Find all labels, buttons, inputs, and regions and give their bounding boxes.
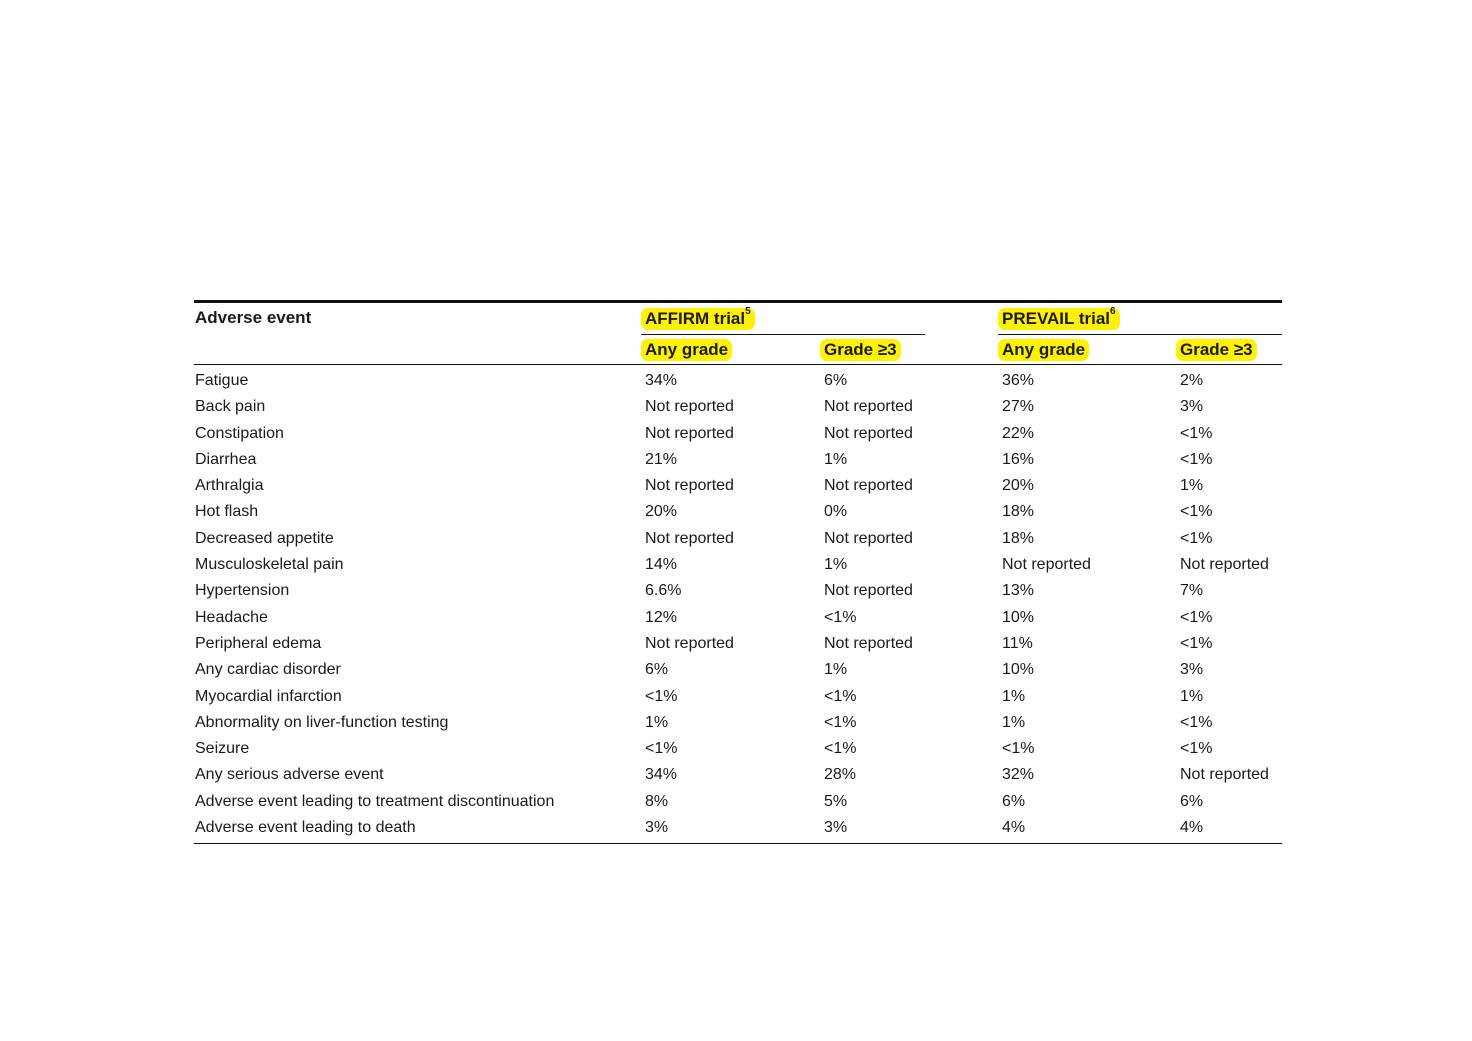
header-affirm-grade-3: Grade ≥3 — [820, 339, 901, 361]
table-cell: <1% — [1180, 424, 1213, 442]
row-label: Abnormality on liver-function testing — [195, 713, 449, 731]
row-label: Fatigue — [195, 372, 249, 389]
table-cell: <1% — [824, 713, 857, 731]
header-affirm-trial — [641, 308, 755, 330]
table-cell: 6% — [824, 372, 848, 389]
table-row — [194, 473, 1282, 499]
table-cell: <1% — [824, 740, 857, 758]
table-cell: 5% — [824, 792, 848, 810]
row-label: Arthralgia — [195, 477, 264, 495]
table-row — [194, 657, 1282, 683]
table-cell: 1% — [645, 713, 669, 731]
table-cell: 4% — [1180, 819, 1204, 837]
affirm-trial-ref: 5 — [745, 306, 751, 317]
table-cell: 12% — [645, 608, 678, 626]
table-cell: <1% — [1180, 529, 1213, 547]
row-label: Adverse event leading to treatment discontinuation — [195, 792, 555, 810]
table-cell: 1% — [824, 556, 848, 574]
table-cell: 0% — [824, 503, 848, 521]
table-cell: <1% — [1180, 713, 1213, 731]
table-header — [194, 303, 1282, 364]
table-cell: 20% — [1002, 477, 1035, 495]
row-label: Seizure — [195, 740, 250, 758]
table-cell: Not reported — [645, 634, 734, 652]
table-row — [194, 499, 1282, 525]
table-cell: 3% — [1180, 661, 1204, 679]
table-row — [194, 684, 1282, 710]
table-cell: <1% — [645, 740, 678, 758]
table-cell: Not reported — [824, 424, 913, 442]
table-cell: 2% — [1180, 372, 1204, 389]
table-cell: Not reported — [824, 634, 913, 652]
table-cell: <1% — [1180, 740, 1213, 758]
table-row — [194, 789, 1282, 815]
table-row — [194, 368, 1282, 394]
table-cell: <1% — [824, 608, 857, 626]
table-row — [194, 552, 1282, 578]
table-cell: Not reported — [824, 529, 913, 547]
table-body — [194, 365, 1282, 843]
row-label: Any cardiac disorder — [195, 661, 341, 679]
table-cell: <1% — [1180, 634, 1213, 652]
table-bottom-rule — [194, 843, 1282, 844]
row-label: Any serious adverse event — [195, 766, 384, 784]
affirm-trial-label: AFFIRM trial — [645, 309, 746, 328]
table-row — [194, 394, 1282, 420]
affirm-group-rule — [641, 334, 925, 335]
row-label: Diarrhea — [195, 450, 257, 468]
row-label: Decreased appetite — [195, 529, 334, 547]
table-cell: 3% — [645, 819, 669, 837]
table-cell: Not reported — [824, 398, 913, 416]
table-cell: 32% — [1002, 766, 1035, 784]
header-prevail-trial — [998, 308, 1120, 330]
header-adverse-event: Adverse event — [195, 308, 312, 327]
header-affirm-any-grade: Any grade — [641, 339, 732, 361]
table-row — [194, 578, 1282, 604]
header-prevail-grade-3: Grade ≥3 — [1176, 339, 1257, 361]
prevail-trial-ref: 6 — [1110, 306, 1116, 317]
table-cell: 36% — [1002, 372, 1035, 389]
table-cell: Not reported — [824, 582, 913, 600]
table-cell: Not reported — [1180, 766, 1269, 784]
table-cell: Not reported — [645, 477, 734, 495]
row-label: Musculoskeletal pain — [195, 556, 344, 574]
table-cell: 1% — [1180, 687, 1204, 705]
table-cell: 22% — [1002, 424, 1035, 442]
table-cell: 6% — [645, 661, 669, 679]
table-cell: <1% — [824, 687, 857, 705]
table-cell: <1% — [1002, 740, 1035, 758]
table-cell: 13% — [1002, 582, 1035, 600]
table-cell: Not reported — [645, 424, 734, 442]
table-row — [194, 762, 1282, 788]
prevail-trial-label: PREVAIL trial — [1002, 309, 1111, 328]
table-row — [194, 631, 1282, 657]
table-row — [194, 736, 1282, 762]
table-cell: 11% — [1002, 634, 1033, 652]
row-label: Peripheral edema — [195, 634, 322, 652]
table-cell: Not reported — [645, 398, 734, 416]
table-cell: 6.6% — [645, 582, 682, 600]
table-cell: 34% — [645, 766, 678, 784]
table-cell: 21% — [645, 450, 678, 468]
table-cell: 10% — [1002, 608, 1035, 626]
row-label: Hypertension — [195, 582, 290, 600]
table-cell: <1% — [1180, 503, 1213, 521]
table-cell: <1% — [1180, 608, 1213, 626]
table-cell: <1% — [1180, 450, 1213, 468]
table-row — [194, 815, 1282, 841]
table-cell: 3% — [824, 819, 848, 837]
table-cell: 18% — [1002, 503, 1035, 521]
table-cell: 1% — [824, 450, 848, 468]
table-cell: 1% — [1002, 687, 1026, 705]
row-label: Back pain — [195, 398, 266, 416]
row-label: Constipation — [195, 424, 284, 442]
prevail-group-rule — [998, 334, 1282, 335]
row-label: Headache — [195, 608, 268, 626]
table-row — [194, 421, 1282, 447]
table-row — [194, 447, 1282, 473]
table-cell: 1% — [1002, 713, 1026, 731]
table-cell: 20% — [645, 503, 678, 521]
table-cell: 7% — [1180, 582, 1204, 600]
table-cell: 10% — [1002, 661, 1035, 679]
table-row — [194, 710, 1282, 736]
table-row — [194, 526, 1282, 552]
table-cell: 16% — [1002, 450, 1035, 468]
table-cell: 1% — [1180, 477, 1204, 495]
adverse-events-table — [194, 300, 1282, 844]
table-cell: 8% — [645, 792, 669, 810]
table-cell: 4% — [1002, 819, 1026, 837]
table-cell: 6% — [1002, 792, 1026, 810]
row-label: Hot flash — [195, 503, 259, 521]
table-cell: 6% — [1180, 792, 1204, 810]
row-label: Myocardial infarction — [195, 687, 342, 705]
table-cell: 3% — [1180, 398, 1204, 416]
table-cell: <1% — [645, 687, 678, 705]
table-row — [194, 605, 1282, 631]
table-cell: Not reported — [645, 529, 734, 547]
table-cell: 34% — [645, 372, 678, 389]
table-cell: 27% — [1002, 398, 1035, 416]
row-label: Adverse event leading to death — [195, 819, 416, 837]
table-cell: 1% — [824, 661, 848, 679]
table-cell: 14% — [645, 556, 678, 574]
table-cell: 28% — [824, 766, 857, 784]
table-cell: 18% — [1002, 529, 1035, 547]
header-prevail-any-grade: Any grade — [998, 339, 1089, 361]
table-cell: Not reported — [824, 477, 913, 495]
table-cell: Not reported — [1002, 556, 1091, 574]
table-cell: Not reported — [1180, 556, 1269, 574]
